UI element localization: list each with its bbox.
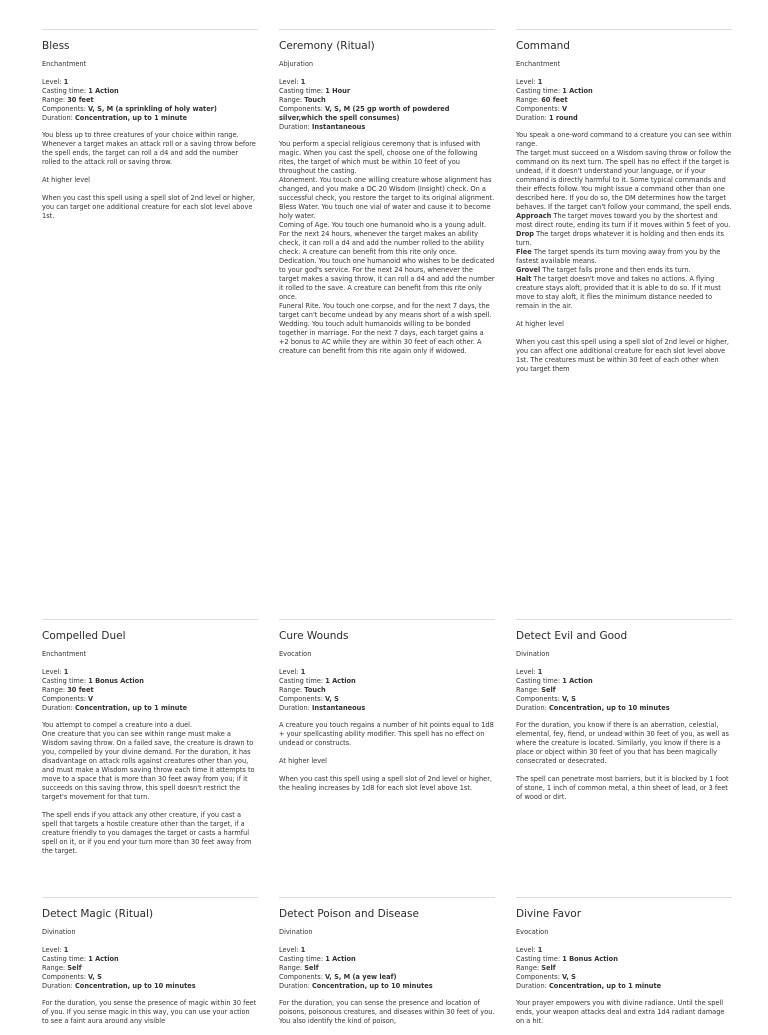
command-option-drop: Drop The target drops whatever it is holding and then ends its turn. — [516, 230, 724, 247]
spell-duration: Duration: Instantaneous — [279, 123, 366, 131]
spell-level: Level: 1 — [42, 78, 69, 86]
spell-school: Divination — [516, 650, 550, 658]
spell-components: Components: V, S — [516, 973, 576, 981]
higher-level-heading: At higher level — [42, 176, 90, 184]
rite-atonement: Atonement. You touch one willing creature whose alignment has changed, and you make a DC 20 Wisdom (Insight) check. On a successful check, you restore the target to its original alignment. — [279, 176, 495, 202]
spell-range: Range: 30 feet — [42, 686, 94, 694]
command-option-halt: Halt The target doesn't move and takes no actions. A flying creature stays aloft, provided that it is able to do so. If it must move to stay aloft, it flies the minimum distance needed to remain in the air. — [516, 275, 721, 310]
spell-card-divine-favor — [516, 897, 732, 1035]
spell-description-2: The target must succeed on a Wisdom saving throw or follow the command on its next turn. The spell has no effect if the target is undead, if it doesn't understand your language, or if your command is directly harmful to it. Some typical commands and their effects follow. You might issue a command other than one described here. If you do so, the DM determines how the target behaves. If the target can't follow your command, the spell ends. — [516, 149, 732, 211]
spell-range: Range: Touch — [279, 686, 326, 694]
spell-level: Level: 1 — [516, 78, 543, 86]
spell-components: Components: V, S — [516, 695, 576, 703]
spell-school: Divination — [42, 928, 76, 936]
rite-dedication: Dedication. You touch one humanoid who wishes to be dedicated to your god's service. For the next 24 hours, whenever the target makes a saving throw, it can roll a d4 and add the number it rolled to the save. A creature can benefit from this rite only once. — [279, 257, 495, 301]
spell-duration: Duration: Concentration, up to 10 minutes — [279, 982, 433, 990]
spell-description: You speak a one-word command to a creature you can see within range. — [516, 131, 732, 148]
spell-description: For the duration, you can sense the presence and location of poisons, poisonous creatures, and diseases within 30 feet of you. You also identify the kind of poison, — [279, 999, 495, 1025]
spell-range: Range: Self — [279, 964, 319, 972]
rite-funeral: Funeral Rite. You touch one corpse, and for the next 7 days, the target can't become undead by any means short of a wish spell. — [279, 302, 492, 319]
spell-card-detect-evil-and-good — [516, 619, 732, 802]
spell-title: Divine Favor — [516, 908, 582, 920]
higher-level-text: When you cast this spell using a spell slot of 2nd level or higher, you can affect one additional creature for each slot level above 1st. The creatures must be within 30 feet of each other when you target them — [516, 338, 730, 373]
spell-description-3: The spell ends if you attack any other creature, if you cast a spell that targets a hostile creature other than the target, if a creature friendly to you damages the target or casts a harmful spell on it, or if you end your turn more than 30 feet away from the target. — [42, 811, 252, 855]
rite-coming-of-age: Coming of Age. You touch one humanoid who is a young adult. For the next 24 hours, whenever the target makes an ability check, it can roll a d4 and add the number rolled to the ability check. A creature can benefit from this rite only once. — [279, 221, 487, 256]
spell-duration: Duration: Concentration, up to 1 minute — [42, 704, 188, 712]
spell-card-detect-poison-and-disease — [279, 897, 495, 1035]
spell-components: Components: V, S — [42, 973, 102, 981]
spell-description: You perform a special religious ceremony that is infused with magic. When you cast the spell, choose one of the following rites, the target of which must be within 10 feet of you throughout the casting. — [279, 140, 481, 175]
higher-level-text: When you cast this spell using a spell slot of 2nd level or higher, the healing increases by 1d8 for each slot level above 1st. — [279, 775, 493, 792]
spell-title: Ceremony (Ritual) — [279, 40, 375, 52]
spell-school: Enchantment — [42, 650, 87, 658]
spell-casting-time: Casting time: 1 Hour — [279, 87, 351, 95]
spell-description-2: One creature that you can see within range must make a Wisdom saving throw. On a failed save, the creature is drawn to you, compelled by your divine demand. For the duration, it has disadvantage on attack rolls against creatures other than you, and must make a Wisdom saving throw each time it attempts to move to a space that is more than 30 feet away from you; if it succeeds on this saving throw, this spell doesn't restrict the target's movement for that turn. — [42, 730, 255, 801]
spell-components: Components: V — [42, 695, 94, 703]
spell-card-compelled-duel — [42, 619, 258, 856]
spell-casting-time: Casting time: 1 Bonus Action — [516, 955, 618, 963]
spell-components: Components: V, S — [279, 695, 339, 703]
spell-level: Level: 1 — [516, 668, 543, 676]
spell-description: You attempt to compel a creature into a duel. — [42, 721, 193, 729]
spell-school: Enchantment — [516, 60, 561, 68]
spell-casting-time: Casting time: 1 Action — [42, 87, 119, 95]
spell-range: Range: Self — [42, 964, 82, 972]
spell-school: Divination — [279, 928, 313, 936]
spell-range: Range: Self — [516, 686, 556, 694]
spell-duration: Duration: 1 round — [516, 114, 578, 122]
spell-duration: Duration: Concentration, up to 10 minutes — [42, 982, 196, 990]
spell-duration: Duration: Concentration, up to 10 minutes — [516, 704, 670, 712]
spell-duration: Duration: Concentration, up to 1 minute — [516, 982, 662, 990]
spell-title: Cure Wounds — [279, 630, 349, 642]
spell-description-2: The spell can penetrate most barriers, but it is blocked by 1 foot of stone, 1 inch of common metal, a thin sheet of lead, or 3 feet of wood or dirt. — [516, 775, 729, 801]
spell-description: Your prayer empowers you with divine radiance. Until the spell ends, your weapon attacks deal and extra 1d4 radiant damage on a hit. — [516, 999, 725, 1025]
spell-title: Bless — [42, 40, 70, 52]
spell-title: Detect Evil and Good — [516, 630, 628, 642]
spell-card-ceremony — [279, 29, 495, 356]
spell-description: For the duration, you sense the presence of magic within 30 feet of you. If you sense magic in this way, you can use your action to see a faint aura around any visible — [42, 999, 257, 1025]
spell-casting-time: Casting time: 1 Action — [279, 955, 356, 963]
spell-components: Components: V — [516, 105, 568, 113]
spell-casting-time: Casting time: 1 Action — [42, 955, 119, 963]
spell-school: Evocation — [516, 928, 549, 936]
spell-range: Range: Self — [516, 964, 556, 972]
higher-level-text: When you cast this spell using a spell slot of 2nd level or higher, you can target one additional creature for each slot level above 1st. — [42, 194, 256, 220]
rite-bless-water: Bless Water. You touch one vial of water and cause it to become holy water. — [279, 203, 491, 220]
spell-description: You bless up to three creatures of your choice within range. Whenever a target makes an attack roll or a saving throw before the spell ends, the target can roll a d4 and add the number rolled to the attack roll or saving throw. — [42, 131, 256, 166]
spell-components: Components: V, S, M (25 gp worth of powdered silver,which the spell consumes) — [279, 105, 450, 122]
spell-level: Level: 1 — [279, 668, 306, 676]
spell-components: Components: V, S, M (a sprinkling of holy water) — [42, 105, 217, 113]
spell-title: Detect Poison and Disease — [279, 908, 419, 920]
spell-level: Level: 1 — [279, 946, 306, 954]
spell-card-command — [516, 29, 732, 374]
spell-title: Detect Magic (Ritual) — [42, 908, 154, 920]
spell-duration: Duration: Instantaneous — [279, 704, 366, 712]
higher-level-heading: At higher level — [279, 757, 327, 765]
spell-school: Evocation — [279, 650, 312, 658]
spell-card-detect-magic — [42, 897, 258, 1035]
spell-casting-time: Casting time: 1 Bonus Action — [42, 677, 144, 685]
command-option-grovel: Grovel The target falls prone and then ends its turn. — [516, 266, 691, 274]
spell-school: Enchantment — [42, 60, 87, 68]
higher-level-heading: At higher level — [516, 320, 564, 328]
spell-level: Level: 1 — [42, 946, 69, 954]
spell-title: Command — [516, 40, 570, 52]
command-option-approach: Approach The target moves toward you by the shortest and most direct route, ending its turn if it moves within 5 feet of you. — [516, 212, 731, 229]
spell-components: Components: V, S, M (a yew leaf) — [279, 973, 397, 981]
spell-casting-time: Casting time: 1 Action — [516, 87, 593, 95]
spell-school: Abjuration — [279, 60, 314, 68]
spell-title: Compelled Duel — [42, 630, 126, 642]
spell-duration: Duration: Concentration, up to 1 minute — [42, 114, 188, 122]
spell-casting-time: Casting time: 1 Action — [516, 677, 593, 685]
spell-card-cure-wounds — [279, 619, 495, 793]
spell-description: For the duration, you know if there is an aberration, celestial, elemental, fey, fiend, or undead within 30 feet of you, as well as where the creature is located. Similarly, you know if there is a place or object within 30 feet of you that has been magically consecrated or desecrated. — [516, 721, 729, 765]
spell-description: A creature you touch regains a number of hit points equal to 1d8 + your spellcasting ability modifier. This spell has no effect on undead or constructs. — [279, 721, 494, 747]
spell-level: Level: 1 — [42, 668, 69, 676]
spell-range: Range: 30 feet — [42, 96, 94, 104]
spell-range: Range: Touch — [279, 96, 326, 104]
spell-level: Level: 1 — [516, 946, 543, 954]
spell-range: Range: 60 feet — [516, 96, 568, 104]
spell-level: Level: 1 — [279, 78, 306, 86]
command-option-flee: Flee The target spends its turn moving away from you by the fastest available means. — [516, 248, 721, 265]
rite-wedding: Wedding. You touch adult humanoids willing to be bonded together in marriage. For the next 7 days, each target gains a +2 bonus to AC while they are within 30 feet of each other. A creature can benefit from this rite again only if widowed. — [279, 320, 484, 355]
spell-casting-time: Casting time: 1 Action — [279, 677, 356, 685]
spell-card-bless — [42, 29, 258, 221]
